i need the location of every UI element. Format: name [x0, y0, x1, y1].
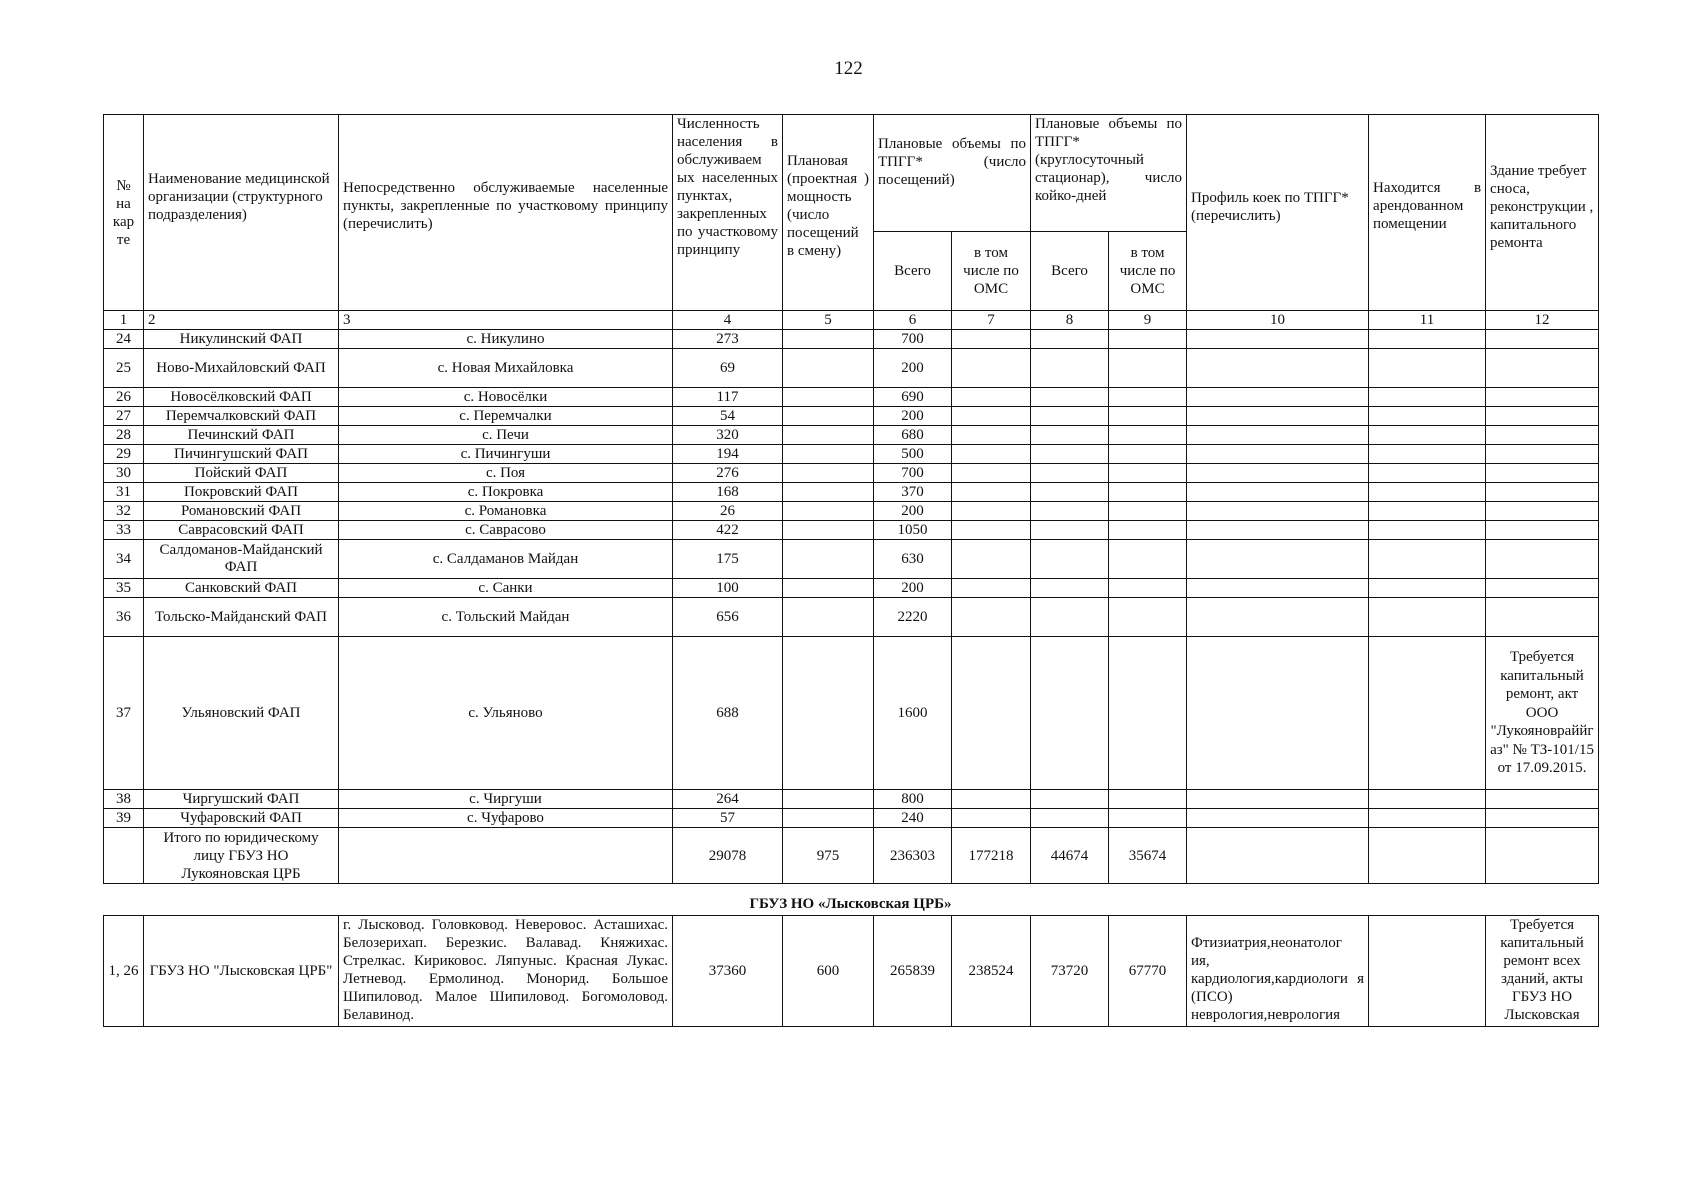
column-number-cell: 8 [1031, 311, 1109, 330]
table-row [104, 407, 1599, 426]
bed-days-oms [1109, 637, 1187, 790]
rented-premises [1369, 540, 1486, 579]
header-col-profile: Профиль коек по ТПГГ* (перечислить) [1187, 115, 1369, 311]
bed-profile [1187, 330, 1369, 349]
total-rented [1369, 828, 1486, 884]
lyskovo-beddays-oms: 67770 [1109, 916, 1187, 1027]
bed-days-total [1031, 598, 1109, 637]
rented-premises [1369, 809, 1486, 828]
facility-name: Чиргушский ФАП [144, 790, 339, 809]
repair-note [1486, 540, 1599, 579]
column-number-cell: 7 [952, 311, 1031, 330]
planned-visits-oms [952, 809, 1031, 828]
rented-premises [1369, 388, 1486, 407]
column-number-cell: 12 [1486, 311, 1599, 330]
planned-visits-oms [952, 388, 1031, 407]
table-row [104, 445, 1599, 464]
bed-profile [1187, 790, 1369, 809]
bed-days-oms [1109, 598, 1187, 637]
row-number: 36 [104, 598, 144, 637]
column-number-cell: 1 [104, 311, 144, 330]
bed-days-total [1031, 540, 1109, 579]
served-place: с. Чуфарово [339, 809, 673, 828]
served-place: с. Новая Михайловка [339, 349, 673, 388]
repair-note [1486, 464, 1599, 483]
served-place: с. Саврасово [339, 521, 673, 540]
column-number-cell: 2 [144, 311, 339, 330]
planned-visits-oms [952, 521, 1031, 540]
total-number [104, 828, 144, 884]
facility-name: Салдоманов-Майданский ФАП [144, 540, 339, 579]
lyskovo-name: ГБУЗ НО "Лысковская ЦРБ" [144, 916, 339, 1027]
table-row [104, 464, 1599, 483]
bed-days-total [1031, 809, 1109, 828]
total-visits-oms: 177218 [952, 828, 1031, 884]
planned-capacity [783, 388, 874, 407]
lyskovo-places: г. Лысковод. Головковод. Неверовос. Асташихас. Белозерихап. Березкис. Валавад. Княжихас. Стрелкас. Кириковос. Ляпуныс. Красная Лукас. Летневод. Ермолинод. Монорид. Большое Шипиловод. Малое Шипиловод. Богомоловод. Белавинод. [339, 916, 673, 1027]
planned-visits-total: 200 [874, 407, 952, 426]
planned-visits-total: 240 [874, 809, 952, 828]
rented-premises [1369, 464, 1486, 483]
repair-note [1486, 426, 1599, 445]
planned-capacity [783, 637, 874, 790]
bed-days-total [1031, 445, 1109, 464]
header-col-number: № на кар те [104, 115, 144, 311]
bed-days-total [1031, 483, 1109, 502]
lyskovo-repair-note: Требуется капитальный ремонт всех зданий, акты ГБУЗ НО Лысковская [1486, 916, 1599, 1027]
served-place: с. Перемчалки [339, 407, 673, 426]
header-col-population: Численность населения в обслуживаем ых населенных пунктах, закрепленных по участковому принципу [673, 115, 783, 311]
facilities-table [103, 114, 1599, 884]
total-visits: 236303 [874, 828, 952, 884]
planned-visits-oms [952, 349, 1031, 388]
served-place: с. Покровка [339, 483, 673, 502]
planned-visits-total: 2220 [874, 598, 952, 637]
lyskovo-visits-total: 265839 [874, 916, 952, 1027]
repair-note [1486, 809, 1599, 828]
lyskovo-row [104, 916, 1599, 1027]
population: 656 [673, 598, 783, 637]
lyskovo-table [103, 915, 1599, 1027]
bed-days-total [1031, 464, 1109, 483]
facility-name: Перемчалковский ФАП [144, 407, 339, 426]
planned-visits-oms [952, 330, 1031, 349]
planned-visits-total: 630 [874, 540, 952, 579]
rented-premises [1369, 407, 1486, 426]
facility-name: Романовский ФАП [144, 502, 339, 521]
planned-visits-oms [952, 464, 1031, 483]
total-capacity: 975 [783, 828, 874, 884]
bed-days-oms [1109, 349, 1187, 388]
planned-capacity [783, 464, 874, 483]
header-col-places: Непосредственно обслуживаемые населенные пункты, закрепленные по участковому принципу (перечислить) [339, 115, 673, 311]
bed-profile [1187, 637, 1369, 790]
planned-visits-oms [952, 407, 1031, 426]
population: 26 [673, 502, 783, 521]
bed-days-oms [1109, 407, 1187, 426]
bed-profile [1187, 598, 1369, 637]
repair-note [1486, 330, 1599, 349]
table-row [104, 483, 1599, 502]
bed-profile [1187, 579, 1369, 598]
row-number: 38 [104, 790, 144, 809]
total-repair [1486, 828, 1599, 884]
total-label: Итого по юридическому лицу ГБУЗ НО Лукояновская ЦРБ [144, 828, 339, 884]
bed-days-oms [1109, 790, 1187, 809]
population: 175 [673, 540, 783, 579]
repair-note [1486, 790, 1599, 809]
column-numbers-row [104, 311, 1599, 330]
row-number: 37 [104, 637, 144, 790]
bed-days-total [1031, 637, 1109, 790]
repair-note [1486, 407, 1599, 426]
row-number: 39 [104, 809, 144, 828]
planned-visits-oms [952, 426, 1031, 445]
table-row [104, 502, 1599, 521]
lyskovo-bed-profile: Фтизиатрия,неонатолог ия, кардиология,кардиологи я (ПСО) неврология,неврология [1187, 916, 1369, 1027]
rented-premises [1369, 521, 1486, 540]
facility-name: Ульяновский ФАП [144, 637, 339, 790]
facility-name: Покровский ФАП [144, 483, 339, 502]
header-visits-oms: в том числе по ОМС [952, 232, 1031, 311]
bed-profile [1187, 809, 1369, 828]
served-place: с. Санки [339, 579, 673, 598]
header-col-repair: Здание требует сноса, реконструкции , капитального ремонта [1486, 115, 1599, 311]
lyskovo-visits-oms: 238524 [952, 916, 1031, 1027]
planned-visits-total: 200 [874, 349, 952, 388]
bed-days-total [1031, 579, 1109, 598]
table-row [104, 637, 1599, 790]
bed-days-oms [1109, 521, 1187, 540]
repair-note [1486, 579, 1599, 598]
bed-profile [1187, 540, 1369, 579]
column-number-cell: 6 [874, 311, 952, 330]
population: 273 [673, 330, 783, 349]
planned-visits-total: 700 [874, 330, 952, 349]
planned-visits-total: 700 [874, 464, 952, 483]
planned-visits-total: 200 [874, 579, 952, 598]
population: 57 [673, 809, 783, 828]
facility-name: Пойский ФАП [144, 464, 339, 483]
rented-premises [1369, 349, 1486, 388]
served-place: с. Романовка [339, 502, 673, 521]
section-title: ГБУЗ НО «Лысковская ЦРБ» [749, 896, 952, 912]
served-place: с. Тольский Майдан [339, 598, 673, 637]
row-number: 27 [104, 407, 144, 426]
rented-premises [1369, 483, 1486, 502]
served-place: с. Чиргуши [339, 790, 673, 809]
bed-days-total [1031, 426, 1109, 445]
repair-note [1486, 445, 1599, 464]
bed-days-oms [1109, 540, 1187, 579]
planned-visits-total: 370 [874, 483, 952, 502]
rented-premises [1369, 579, 1486, 598]
population: 194 [673, 445, 783, 464]
bed-days-total [1031, 502, 1109, 521]
bed-days-total [1031, 521, 1109, 540]
repair-note [1486, 483, 1599, 502]
total-places [339, 828, 673, 884]
header-col-visits: Плановые объемы по ТПГГ* (число посещений) [874, 115, 1031, 232]
facility-name: Ново-Михайловский ФАП [144, 349, 339, 388]
facility-name: Тольско-Майданский ФАП [144, 598, 339, 637]
column-number-cell: 4 [673, 311, 783, 330]
planned-visits-oms [952, 579, 1031, 598]
header-beddays-oms: в том числе по ОМС [1109, 232, 1187, 311]
total-population: 29078 [673, 828, 783, 884]
planned-capacity [783, 349, 874, 388]
planned-capacity [783, 579, 874, 598]
bed-profile [1187, 445, 1369, 464]
table-row [104, 426, 1599, 445]
bed-days-oms [1109, 579, 1187, 598]
bed-profile [1187, 388, 1369, 407]
table-row [104, 809, 1599, 828]
row-number: 35 [104, 579, 144, 598]
column-number-cell: 9 [1109, 311, 1187, 330]
served-place: с. Ульяново [339, 637, 673, 790]
population: 276 [673, 464, 783, 483]
bed-days-oms [1109, 464, 1187, 483]
total-beddays-oms: 35674 [1109, 828, 1187, 884]
served-place: с. Новосёлки [339, 388, 673, 407]
table-row [104, 790, 1599, 809]
header-row-1 [104, 115, 1599, 232]
population: 168 [673, 483, 783, 502]
row-number: 30 [104, 464, 144, 483]
planned-visits-total: 500 [874, 445, 952, 464]
planned-visits-oms [952, 790, 1031, 809]
facility-name: Никулинский ФАП [144, 330, 339, 349]
repair-note [1486, 388, 1599, 407]
table-row [104, 330, 1599, 349]
lyskovo-capacity: 600 [783, 916, 874, 1027]
table-row [104, 598, 1599, 637]
bed-days-total [1031, 349, 1109, 388]
column-number-cell: 11 [1369, 311, 1486, 330]
row-number: 32 [104, 502, 144, 521]
bed-days-oms [1109, 502, 1187, 521]
bed-days-oms [1109, 445, 1187, 464]
rented-premises [1369, 637, 1486, 790]
lyskovo-number: 1, 26 [104, 916, 144, 1027]
served-place: с. Никулино [339, 330, 673, 349]
row-number: 24 [104, 330, 144, 349]
header-col-beddays: Плановые объемы по ТПГГ* (круглосуточный стационар), число койко-дней [1031, 115, 1187, 232]
bed-days-total [1031, 790, 1109, 809]
row-number: 31 [104, 483, 144, 502]
table-row [104, 349, 1599, 388]
planned-visits-oms [952, 445, 1031, 464]
planned-capacity [783, 445, 874, 464]
row-number: 33 [104, 521, 144, 540]
header-visits-total: Всего [874, 232, 952, 311]
planned-visits-total: 800 [874, 790, 952, 809]
bed-profile [1187, 502, 1369, 521]
row-number: 25 [104, 349, 144, 388]
planned-visits-total: 680 [874, 426, 952, 445]
header-col-capacity: Плановая (проектная ) мощность (число посещений в смену) [783, 115, 874, 311]
bed-days-total [1031, 388, 1109, 407]
served-place: с. Пичингуши [339, 445, 673, 464]
population: 54 [673, 407, 783, 426]
planned-visits-total: 1050 [874, 521, 952, 540]
repair-note [1486, 521, 1599, 540]
rented-premises [1369, 330, 1486, 349]
planned-visits-oms [952, 598, 1031, 637]
planned-capacity [783, 598, 874, 637]
facility-name: Саврасовский ФАП [144, 521, 339, 540]
facility-name: Чуфаровский ФАП [144, 809, 339, 828]
header-col-name: Наименование медицинской организации (структурного подразделения) [144, 115, 339, 311]
total-profile [1187, 828, 1369, 884]
table-row [104, 521, 1599, 540]
planned-capacity [783, 426, 874, 445]
planned-capacity [783, 330, 874, 349]
row-number: 28 [104, 426, 144, 445]
planned-capacity [783, 809, 874, 828]
served-place: с. Печи [339, 426, 673, 445]
rented-premises [1369, 502, 1486, 521]
lyskovo-rented [1369, 916, 1486, 1027]
table-row [104, 388, 1599, 407]
population: 69 [673, 349, 783, 388]
population: 117 [673, 388, 783, 407]
rented-premises [1369, 790, 1486, 809]
facility-name: Печинский ФАП [144, 426, 339, 445]
bed-days-total [1031, 407, 1109, 426]
bed-profile [1187, 464, 1369, 483]
column-number-cell: 10 [1187, 311, 1369, 330]
page-number: 122 [834, 58, 863, 79]
total-beddays: 44674 [1031, 828, 1109, 884]
planned-capacity [783, 540, 874, 579]
facility-name: Новосёлковский ФАП [144, 388, 339, 407]
planned-capacity [783, 407, 874, 426]
facility-name: Санковский ФАП [144, 579, 339, 598]
population: 688 [673, 637, 783, 790]
planned-visits-total: 690 [874, 388, 952, 407]
population: 320 [673, 426, 783, 445]
rented-premises [1369, 598, 1486, 637]
facility-name: Пичингушский ФАП [144, 445, 339, 464]
planned-capacity [783, 521, 874, 540]
planned-visits-oms [952, 637, 1031, 790]
population: 100 [673, 579, 783, 598]
table-row [104, 540, 1599, 579]
bed-days-oms [1109, 426, 1187, 445]
bed-days-oms [1109, 483, 1187, 502]
planned-capacity [783, 790, 874, 809]
bed-days-total [1031, 330, 1109, 349]
population: 264 [673, 790, 783, 809]
lyskovo-beddays-total: 73720 [1031, 916, 1109, 1027]
planned-visits-total: 200 [874, 502, 952, 521]
repair-note [1486, 502, 1599, 521]
planned-capacity [783, 483, 874, 502]
rented-premises [1369, 426, 1486, 445]
header-beddays-total: Всего [1031, 232, 1109, 311]
rented-premises [1369, 445, 1486, 464]
bed-profile [1187, 407, 1369, 426]
header-col-rented: Находится в арендованном помещении [1369, 115, 1486, 311]
bed-days-oms [1109, 330, 1187, 349]
bed-days-oms [1109, 388, 1187, 407]
planned-visits-total: 1600 [874, 637, 952, 790]
bed-profile [1187, 521, 1369, 540]
bed-days-oms [1109, 809, 1187, 828]
planned-visits-oms [952, 540, 1031, 579]
row-number: 34 [104, 540, 144, 579]
total-row [104, 828, 1599, 884]
bed-profile [1187, 426, 1369, 445]
planned-visits-oms [952, 483, 1031, 502]
table-row [104, 579, 1599, 598]
served-place: с. Салдаманов Майдан [339, 540, 673, 579]
bed-profile [1187, 349, 1369, 388]
population: 422 [673, 521, 783, 540]
column-number-cell: 5 [783, 311, 874, 330]
planned-capacity [783, 502, 874, 521]
bed-profile [1187, 483, 1369, 502]
lyskovo-population: 37360 [673, 916, 783, 1027]
column-number-cell: 3 [339, 311, 673, 330]
repair-note [1486, 598, 1599, 637]
served-place: с. Поя [339, 464, 673, 483]
repair-note: Требуется капитальный ремонт, акт ООО "Лукояновраййг аз" № ТЗ-101/15 от 17.09.2015. [1486, 637, 1599, 790]
row-number: 29 [104, 445, 144, 464]
repair-note [1486, 349, 1599, 388]
planned-visits-oms [952, 502, 1031, 521]
row-number: 26 [104, 388, 144, 407]
